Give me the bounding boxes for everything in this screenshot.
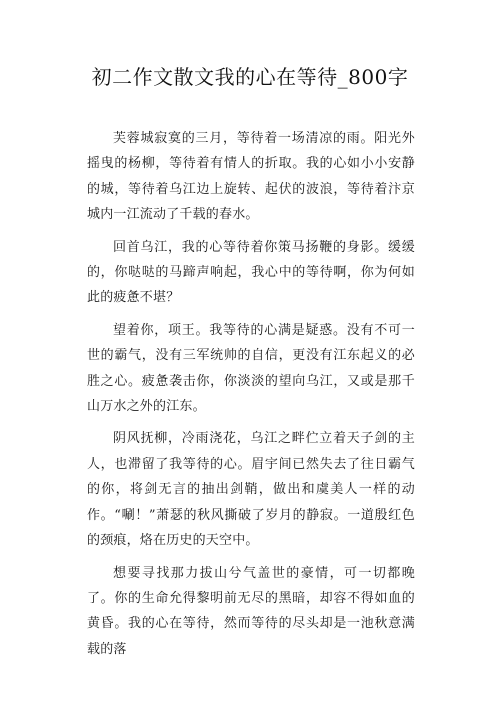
document-title: 初二作文散文我的心在等待_800字 xyxy=(91,65,409,89)
paragraph: 想要寻找那力拔山兮气盖世的豪情，可一切都晚了。你的生命允得黎明前无尽的黑暗，却容不得如血的黄昏。我的心在等待，然而等待的尽头却是一池秋意满载的落 xyxy=(87,565,415,657)
document-body xyxy=(87,126,415,662)
paragraph: 阴风抚柳，冷雨浇花，乌江之畔伫立着天子剑的主人，也滞留了我等待的心。眉宇间已然失去了往日霸气的你，将剑无言的抽出剑鞘，做出和虞美人一样的动作。“唰！”萧瑟的秋风撕破了岁月的静寂。一道殷红色的颈痕，烙在历史的天空中。 xyxy=(87,431,415,549)
paragraph: 芙蓉城寂寞的三月，等待着一场清凉的雨。阳光外摇曳的杨柳，等待着有情人的折取。我的心如小小安静的城，等待着乌江边上旋转、起伏的波浪，等待着汴京城内一江流动了千载的春水。 xyxy=(87,131,415,223)
paragraph: 望着你，项王。我等待的心满是疑惑。没有不可一世的霸气，没有三军统帅的自信，更没有江东起义的必胜之心。疲惫袭击你，你淡淡的望向乌江，又或是那千山万水之外的江东。 xyxy=(87,322,415,415)
paragraph: 回首乌江，我的心等待着你策马扬鞭的身影。缓缓的，你哒哒的马蹄声响起，我心中的等待啊，你为何如此的疲惫不堪？ xyxy=(87,239,415,306)
